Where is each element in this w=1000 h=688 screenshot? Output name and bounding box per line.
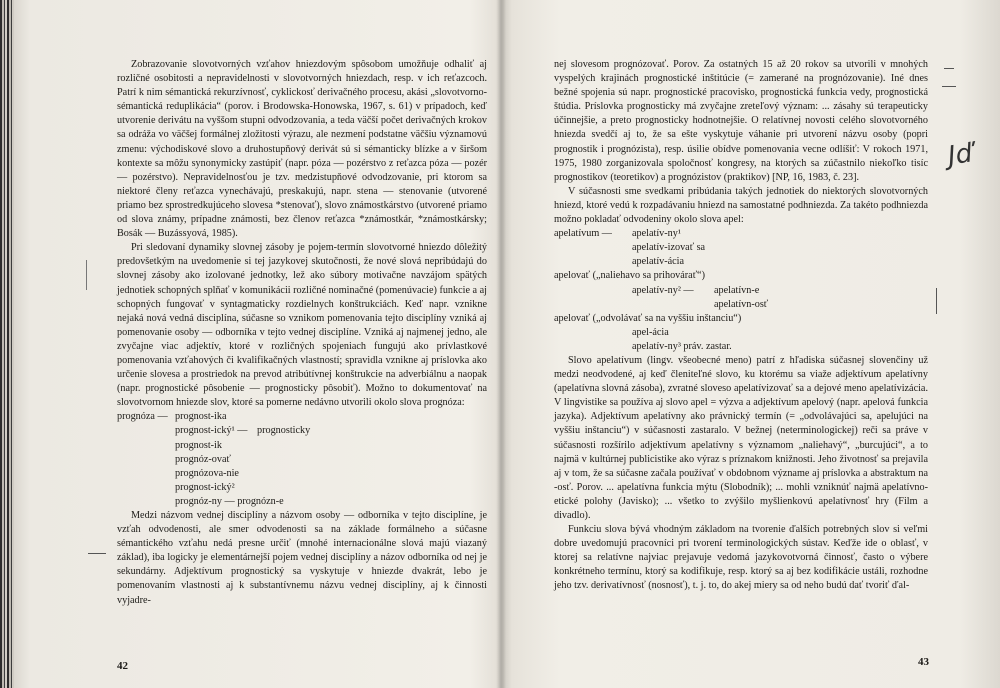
nest-root: prognóza — <box>117 411 168 423</box>
right-word-nest <box>554 227 928 354</box>
right-paragraph-2: V súčasnosti sme svedkami pribúdania takých jednotiek do niektorých slovotvorných hniezd, ktoré vedú k rozpadávaniu hniezd na samostatné podhniezda. Za takéto podhniezda možno pokladať odvodeniny okolo slova apel: <box>554 185 928 226</box>
nest-root: apelovať („odvolávať sa na vyššiu inštanciu“) <box>554 312 742 324</box>
right-paragraph-3: Slovo apelatívum (lingv. všeobecné meno) patrí z hľadiska súčasnej slovenčiny už medzi neodvodené, aj keď členiteľné slovo, ku ktorému sa viaže adjektívum apelatívny (apelatívna slovná zásoba), zvratné sloveso apelatívizovať sa a dejové meno apelatívizácia. V lingvistike sa používa aj slovo apel = výzva a adjektívum apelový (napr. apelová funkcia jazyka). Adjektívum apelatívny ako právnický termín (= „odvolávajúci sa, apelujúci na vyššiu inštanciu“) v súčasnosti zastaralo. V bežnej (neterminologickej) reči sa práve v súčasnosti rozšírilo adjektívum apelatívny s významom „naliehavý“, „burcujúci“, a to najmä v kultúrnej publicistike ako výraz s príznakom knižnosti. Jeho životnosť sa prejavila aj v tom, že sa súčasne začala používať v obdobnom význame aj príslovka a abstraktum na -osť. Porov. ... apelatívna funkcia mýtu (Slobodník); ... mohli vzniknúť najmä apelatívno-etické polohy (Javisko); ... všetko to zvýšilo myšlienkovú apelatívnosť hry (Film a divadlo). <box>554 354 928 521</box>
pen-mark <box>942 86 956 87</box>
nest-row <box>554 255 928 269</box>
pen-mark <box>944 68 954 69</box>
left-page-text <box>117 58 487 608</box>
nest-word: prognost-ik <box>175 439 222 451</box>
left-paragraph-1: Zobrazovanie slovotvorných vzťahov hniezdovým spôsobom umožňuje odhaliť aj rozličné osobitosti a nepravidelnosti v slovotvorných hniezdach, resp. v ich reťazcoch. Patrí k nim sémantická rekurzívnosť, cyklickosť derivačného procesu, akási „slovotvorno-sémantická reduplikácia“ (porov. i Brodowska-Honowska, 1967, s. 61) v prípadoch, keď utvorenie derivátu na vyššom stupni odvodzovania, a teda väčší počet derivačných krokov sa odráža vo väčšej formálnej zložitosti výrazu, ale nezmení podstatne väčšiu významovú zmenu: východiskové slovo a druhostupňový derivát sú si sémanticky blízke a v širšom kontexte sa môžu synonymicky zastúpiť (napr. póza — pozérstvo z reťazca póza — pozér — pozérstvo). Nepravidelnosťou je tzv. medzistupňové odvodzovanie, pri ktorom sa niektoré členy reťazca vynechávajú, preskakujú, napr. stena — stenovanie (utvorené priamo bez sprostredkujúceho slovesa *stenovať), slovo známostkárstvo (utvorené priamo od slova známy, prípadne známosti, bez členov reťazca *známostkár, *známostkársky; Bosák — Buzássyová, 1985). <box>117 59 487 240</box>
nest-row <box>554 269 928 283</box>
nest-word: prognóz-ovať <box>175 453 231 465</box>
nest-row <box>554 227 928 241</box>
right-paragraph-1: nej slovesom prognózovať. Porov. Za ostatných 15 až 20 rokov sa utvorili v mnohých vyspelých krajinách prognostické inštitúcie (= zamerané na prognózovanie). Iné dnes bežné spojenia sú napr. prognostické pracovisko, prognostická funkcia vedy, prognostická štúdia. Príslovka prognosticky má zvyčajne zreteľový význam: ... zásahy sú terapeuticky účinnejšie, a preto prognosticky hodnotnejšie. O relatívnej novosti celého slovotvorného hniezda svedčí aj to, že sa ešte vyskytuje váhanie pri utvorení názvu osoby (popri prognostik i prognózista), resp. úsilie obídve pomenovania vecne odlíšiť: V rokoch 1971, 1975, 1980 zorganizovala spoločnosť kongresy, na ktorých sa zúčastnilo niekoľko tisíc prognostikov (teoretikov) a prognózistov (praktikov) [NP, 16, 1983, č. 23]. <box>554 59 928 183</box>
nest-word: apel-ácia <box>632 326 669 338</box>
nest-word: prognost-ický¹ — <box>175 425 248 437</box>
left-paragraph-2: Pri sledovaní dynamiky slovnej zásoby je pojem-termín slovotvorné hniezdo dôležitý predovšetkým na uvedomenie si tej jazykovej skutočnosti, že nové slová nepribúdajú do slovnej zásoby ako izolované jednotky, lež ako súbory motivačne navzájom spätých jednotiek schopných splňať v komunikácii rozličné nominačné (pomenúvacie) funkcie a aj schopných fungovať v syntagmaticky rozdielnych konštrukciách. Keď napr. vznikne nejaká nová vedná disciplína, súčasne so vznikom pomenovania tejto disciplíny vzniká aj pomenovanie osoby — odborníka v tejto vednej disciplíne. Vzniká aj najmenej jedno, ale zvyčajne viac adjektív, ktoré v rozličných spojeniach fungujú ako prívlastkové pomenovania vzťahových či kvalifikačných vlastností; spravidla vznikne aj príslovka ako určenie slovesa a prostriedok na prevod atribútívnej konštrukcie na adverbiálnu a naopak (napr. prognostické pôsobenie — prognosticky pôsobiť). Možno to dokumentovať na slovotvornom hniezde slov, ktoré sa pomerne nedávno utvorili okolo slova prognóza: <box>117 242 487 409</box>
pen-mark <box>88 553 106 554</box>
nest-extra: prognosticky <box>257 425 311 437</box>
nest-row <box>117 424 487 438</box>
nest-word: apelatív-ny¹ <box>632 228 681 240</box>
nest-root: apelovať („naliehavo sa prihovárať“) <box>554 270 705 282</box>
handwritten-margin-note: Jď <box>946 138 975 172</box>
nest-row <box>117 453 487 467</box>
right-paragraph-4: Funkciu slova bývá vhodným základom na tvorenie ďalších potrebných slov si veľmi dobre uvedomujú pracovníci pri tvorení terminologických sústav. Keďže ide o oblasť, v ktorej sa relatívne najviac prejavuje vedomá jazykovotvorná činnosť, často o výbere konkrétneho termínu, ktorý sa kodifikuje, resp. ktorý sa aj bez kodifikácie ustáli, rozhodne jeho tzv. derivatívnosť (nosnosť), t. j. to, do akej miery sa od neho budú dať tvoriť ďal- <box>554 524 928 592</box>
nest-row <box>117 481 487 495</box>
left-paragraph-3: Medzi názvom vednej disciplíny a názvom osoby — odborníka v tejto disciplíne, je vzťah odvodenosti, ale smer odvodenosti sa na základe formálneho a súčasne sémantického vzťahu nedá presne určiť (mnohé internacionálne slová majú viazaný základ), iba logicky je elementárnejší pojem vednej disciplíny a názov odborníka od nej je sekundárny. Adjektívum prognostický sa vyskytuje v hniezde dvakrát, lebo je pomenovaním vlastnosti aj k substantívnemu názvu vednej disciplíny, aj k činnosti vyjadre- <box>117 510 487 606</box>
nest-row <box>554 312 928 326</box>
nest-word: apelatívn-osť <box>714 298 769 310</box>
nest-word: apelatív-izovať sa <box>632 242 706 254</box>
book-binding <box>0 0 14 688</box>
nest-row <box>117 439 487 453</box>
left-word-nest <box>117 410 487 509</box>
right-page-number: 43 <box>918 656 929 668</box>
nest-word: apelatív-ny³ práv. zastar. <box>632 340 732 352</box>
nest-word: prognost-ika <box>175 411 227 423</box>
nest-row <box>117 410 487 424</box>
page-gutter <box>496 0 506 688</box>
nest-word: prognost-ický² <box>175 481 235 493</box>
right-page-text <box>554 58 928 594</box>
nest-row <box>117 467 487 481</box>
nest-word: apelatív-ácia <box>632 256 685 268</box>
nest-word: prognózova-nie <box>175 467 239 479</box>
nest-row <box>554 298 928 312</box>
nest-row <box>554 340 928 354</box>
nest-word: apelatívn-e <box>714 284 760 296</box>
nest-word: apelatív-ny² — <box>632 284 694 296</box>
pen-mark <box>936 288 937 314</box>
pen-mark <box>86 260 87 290</box>
nest-row <box>554 284 928 298</box>
nest-row <box>117 495 487 509</box>
left-page-number: 42 <box>117 660 128 672</box>
nest-row <box>554 241 928 255</box>
nest-root: apelatívum — <box>554 228 612 240</box>
nest-word: prognóz-ny — prognózn-e <box>175 495 284 507</box>
nest-row <box>554 326 928 340</box>
